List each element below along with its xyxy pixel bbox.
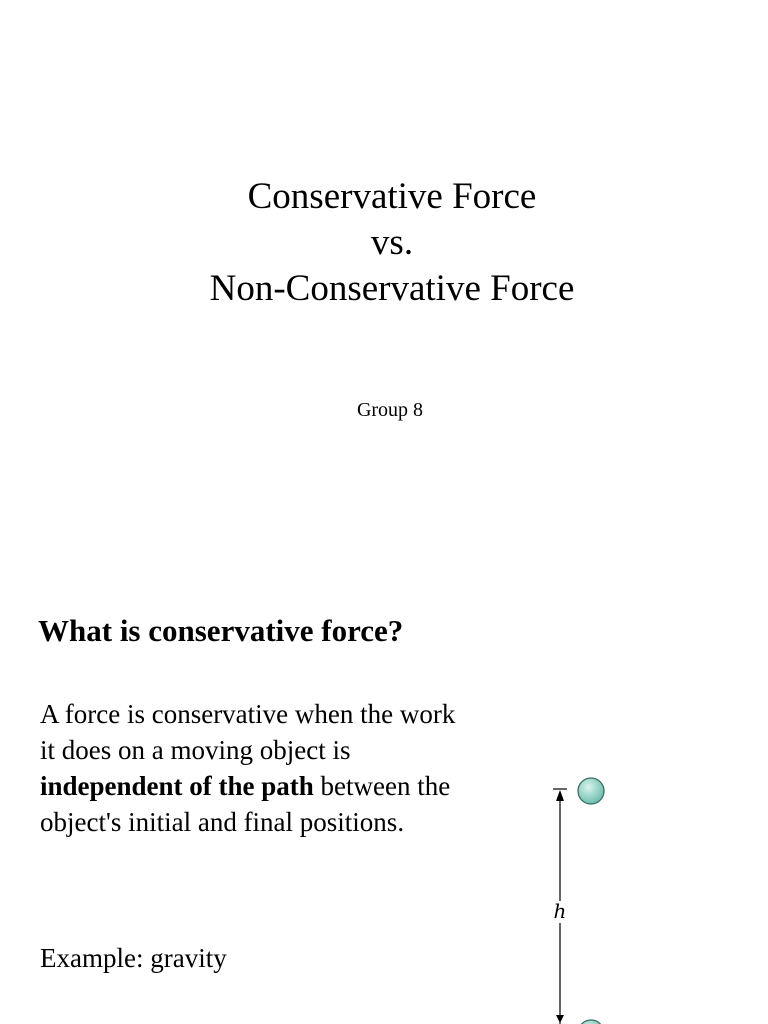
- title-line-2: vs.: [370, 222, 414, 263]
- slide-subtitle: Group 8: [356, 399, 424, 421]
- gravity-height-diagram: [540, 765, 630, 1024]
- definition-text-end: between the object's initial and final positions.: [40, 771, 451, 837]
- title-line-3: Non-Conservative Force: [209, 268, 575, 309]
- example-text: Example: gravity: [40, 943, 227, 973]
- definition-emphasis: independent of the path: [40, 771, 314, 801]
- title-line-1: Conservative Force: [247, 176, 537, 217]
- height-label: h: [553, 899, 567, 923]
- slide-heading: What is conservative force?: [38, 613, 404, 648]
- definition-slide: [0, 560, 768, 1024]
- definition-paragraph: [40, 696, 460, 840]
- definition-text-start: A force is conservative when the work it does on a moving object is: [40, 699, 456, 765]
- bottom-ball-icon: [578, 1020, 604, 1024]
- slide-title: [0, 174, 768, 312]
- top-ball-icon: [578, 778, 604, 804]
